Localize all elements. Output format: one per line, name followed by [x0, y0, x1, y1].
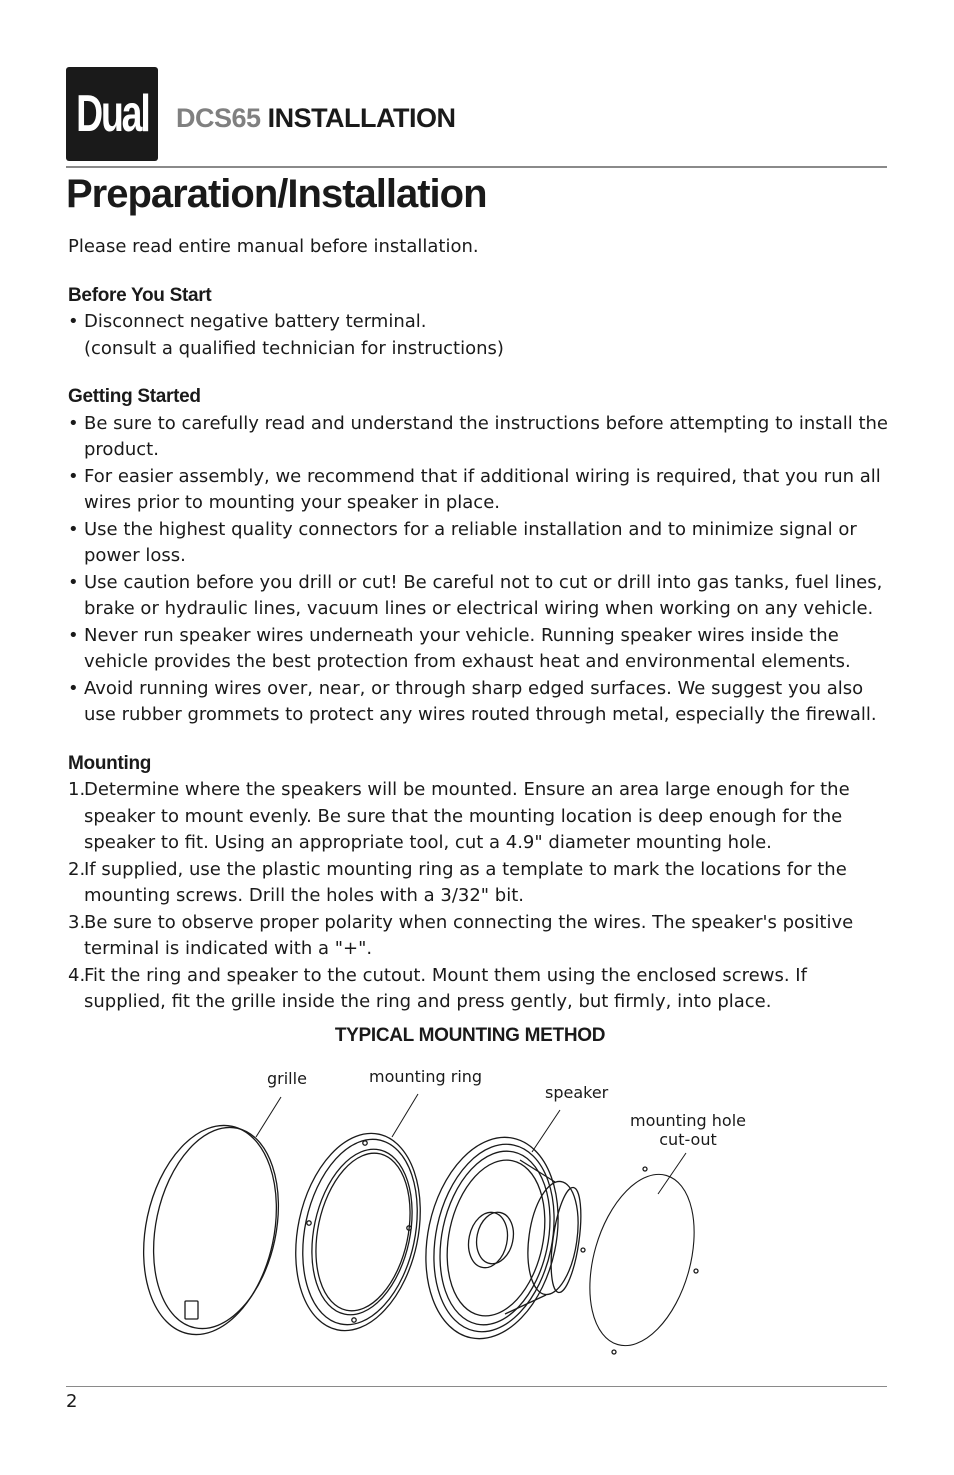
- list-item-text: Use caution before you drill or cut! Be careful not to cut or drill into gas tanks, fuel lines, brake or hydraulic lines, vacuum lines or electrical wiring when working on any vehicle.: [84, 571, 883, 619]
- bullet-mark: •: [68, 518, 79, 540]
- step-text: Be sure to observe proper polarity when connecting the wires. The speaker's positive terminal is indicated with a "+".: [84, 911, 854, 959]
- mounting-ring-illustration: [279, 1122, 438, 1343]
- list-item-text: Disconnect negative battery terminal.: [84, 311, 427, 332]
- intro-text: Please read entire manual before installation.: [68, 236, 479, 257]
- bullet-mark: •: [68, 677, 79, 699]
- logo-text: Dual: [75, 85, 149, 143]
- step-text: Determine where the speakers will be mounted. Ensure an area large enough for the speaker to mount evenly. Be sure that the mounting location is deep enough for the speaker to fit. Using an appropriate tool, cut a 4.9" diameter mounting hole.: [84, 779, 850, 853]
- bullet-mark: •: [68, 465, 79, 487]
- list-item-text: Avoid running wires over, near, or through sharp edged surfaces. We suggest you also use rubber grommets to protect any wires routed through metal, especially the firewall.: [84, 677, 877, 725]
- bullet-mark: •: [68, 412, 79, 434]
- label-cutout-line2: cut-out: [659, 1130, 717, 1149]
- label-mounting-ring: mounting ring: [369, 1067, 483, 1086]
- cutout-illustration: [572, 1162, 713, 1358]
- step-text: Fit the ring and speaker to the cutout. Mount them using the enclosed screws. If supplied, fit the grille inside the ring and press gently, but firmly, into place.: [84, 964, 807, 1012]
- bullet-mark: •: [68, 311, 79, 332]
- getting-started-heading: Getting Started: [68, 386, 201, 407]
- diagram-title: TYPICAL MOUNTING METHOD: [334, 1025, 606, 1046]
- bullet-mark: •: [68, 624, 79, 646]
- bullet-mark: •: [68, 571, 79, 593]
- label-speaker: speaker: [545, 1083, 609, 1102]
- label-cutout-line1: mounting hole: [630, 1111, 746, 1130]
- label-grille: grille: [267, 1069, 307, 1088]
- footer-rule: [66, 1386, 887, 1387]
- step-number: 2.: [68, 858, 86, 880]
- page-number: 2: [66, 1391, 78, 1412]
- mounting-heading: Mounting: [68, 752, 152, 774]
- step-number: 3.: [68, 911, 86, 933]
- label-cutout: [625, 1111, 751, 1149]
- grille-illustration: [125, 1113, 296, 1347]
- section-name: INSTALLATION: [267, 103, 456, 133]
- model-name: DCS65: [176, 103, 261, 133]
- list-item-text: Use the highest quality connectors for a reliable installation and to minimize signal or power loss.: [84, 518, 857, 566]
- before-you-start-heading: Before You Start: [68, 284, 212, 306]
- list-item-text: Be sure to carefully read and understand the instructions before attempting to install the product.: [84, 412, 888, 460]
- page-title: Preparation/Installation: [66, 172, 487, 216]
- step-number: 1.: [68, 779, 86, 800]
- technician-note: (consult a qualified technician for instructions): [84, 337, 504, 359]
- speaker-illustration: [408, 1125, 586, 1351]
- list-item-text: For easier assembly, we recommend that if additional wiring is required, that you run all wires prior to mounting your speaker in place.: [84, 465, 881, 513]
- step-number: 4.: [68, 964, 86, 986]
- list-item-text: Never run speaker wires underneath your vehicle. Running speaker wires inside the vehicle provides the best protection from exhaust heat and environmental elements.: [84, 624, 851, 672]
- step-text: If supplied, use the plastic mounting ring as a template to mark the locations for the mounting screws. Drill the holes with a 3/32" bit.: [84, 858, 847, 906]
